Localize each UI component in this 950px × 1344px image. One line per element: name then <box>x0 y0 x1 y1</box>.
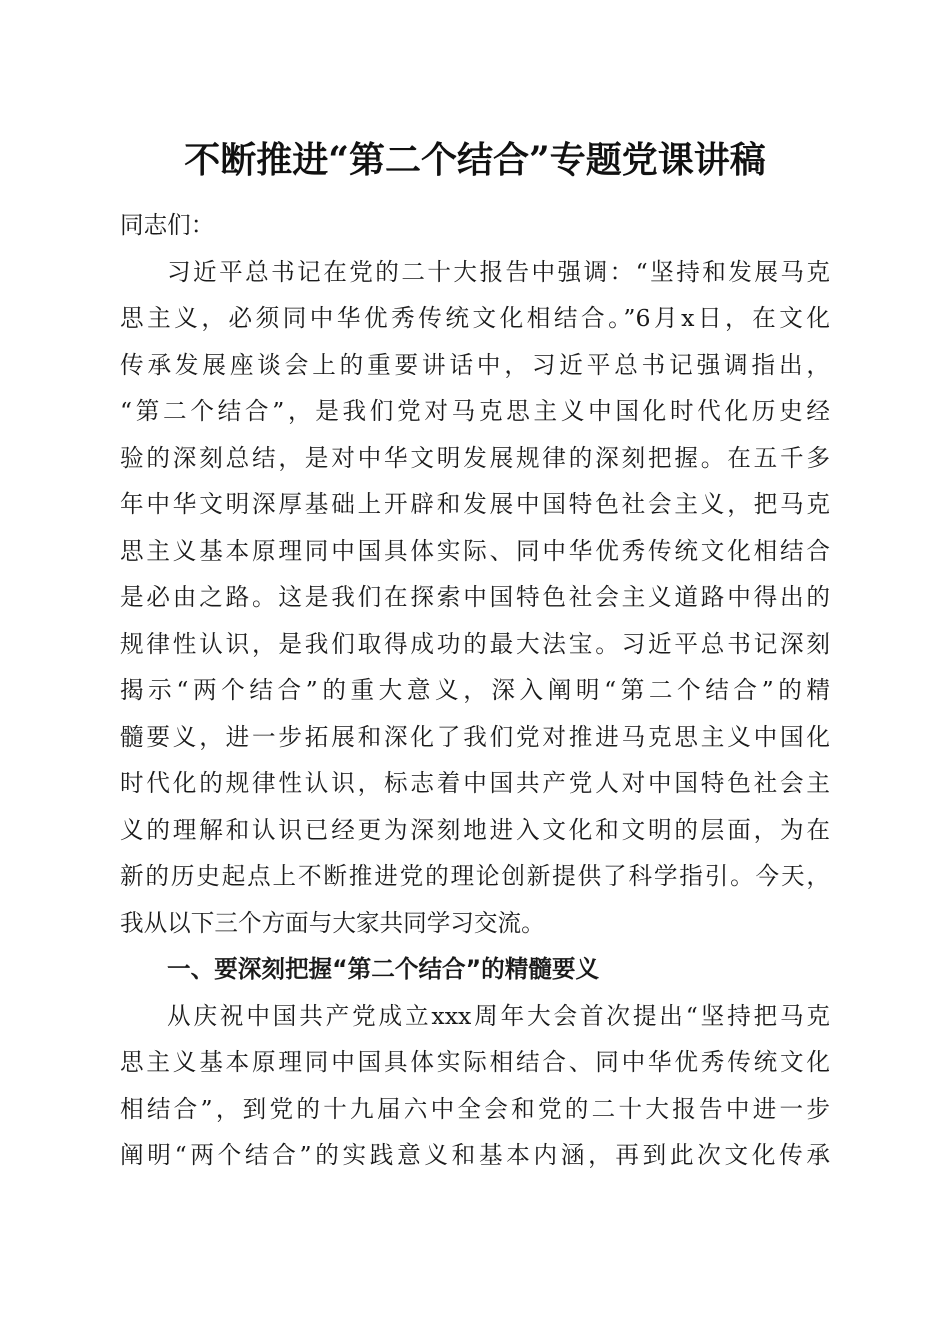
section-heading-1: 一、要深刻把握“第二个结合”的精髓要义 <box>167 955 600 983</box>
paragraph-1-line-2: 思主义，必须同中华优秀传统文化相结合。”6月x日，在文化 <box>120 304 830 332</box>
paragraph-1-line-3: 传承发展座谈会上的重要讲话中，习近平总书记强调指出， <box>120 350 830 379</box>
paragraph-1-line-11: 髓要义，进一步拓展和深化了我们党对推进马克思主义中国化 <box>120 722 830 751</box>
paragraph-2-line-3: 相结合”，到党的十九届六中全会和党的二十大报告中进一步 <box>120 1094 830 1123</box>
paragraph-1-line-9: 规律性认识，是我们取得成功的最大法宝。习近平总书记深刻 <box>120 629 830 658</box>
paragraph-1-line-12: 时代化的规律性认识，标志着中国共产党人对中国特色社会主 <box>120 769 830 797</box>
paragraph-1-line-10: 揭示“两个结合”的重大意义，深入阐明“第二个结合”的精 <box>120 676 830 704</box>
paragraph-1-line-5: 验的深刻总结，是对中华文明发展规律的深刻把握。在五千多 <box>120 443 830 472</box>
paragraph-1-line-13: 义的理解和认识已经更为深刻地进入文化和文明的层面，为在 <box>120 815 830 844</box>
paragraph-1-line-8: 是必由之路。这是我们在探索中国特色社会主义道路中得出的 <box>120 583 830 611</box>
paragraph-2-line-2: 思主义基本原理同中国具体实际相结合、同中华优秀传统文化 <box>120 1048 830 1076</box>
salutation: 同志们： <box>120 211 215 239</box>
paragraph-1-line-6: 年中华文明深厚基础上开辟和发展中国特色社会主义，把马克 <box>120 490 830 518</box>
paragraph-1-line-15: 我从以下三个方面与大家共同学习交流。 <box>120 908 545 937</box>
paragraph-2-line-4: 阐明“两个结合”的实践意义和基本内涵，再到此次文化传承 <box>120 1141 830 1169</box>
paragraph-1-line-14: 新的历史起点上不断推进党的理论创新提供了科学指引。今天， <box>120 862 830 890</box>
paragraph-1-line-4: “第二个结合”，是我们党对马克思主义中国化时代化历史经 <box>120 397 830 425</box>
document-body <box>120 202 830 1179</box>
paragraph-1-line-7: 思主义基本原理同中国具体实际、同中华优秀传统文化相结合 <box>120 536 830 565</box>
document-title: 不断推进“第二个结合”专题党课讲稿 <box>184 139 766 181</box>
paragraph-1-line-1: 习近平总书记在党的二十大报告中强调：“坚持和发展马克 <box>167 257 830 286</box>
paragraph-2-line-1: 从庆祝中国共产党成立xxx周年大会首次提出“坚持把马克 <box>167 1001 830 1030</box>
